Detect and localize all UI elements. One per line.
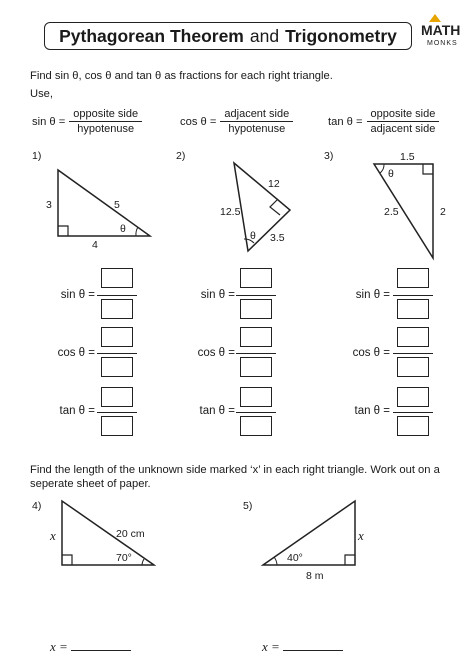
triangle-5-base: 8 m xyxy=(306,570,324,582)
p2-cos-numerator-box[interactable] xyxy=(240,327,272,347)
p1-sin-bar xyxy=(97,295,137,296)
triangle-4-angle: 70° xyxy=(116,552,132,564)
p3-cos-denominator-box[interactable] xyxy=(397,357,429,377)
triangle-3-angle: θ xyxy=(388,168,394,180)
formula-cos-den: hypotenuse xyxy=(228,123,286,135)
p2-sin-numerator-box[interactable] xyxy=(240,268,272,288)
p3-sin-denominator-box[interactable] xyxy=(397,299,429,319)
triangle-1-angle: θ xyxy=(120,223,126,235)
answer-5-prefix: x = xyxy=(262,639,280,654)
p3-tan-denominator-box[interactable] xyxy=(397,416,429,436)
triangle-2-side-b: 12.5 xyxy=(220,206,241,218)
problem-4-number: 4) xyxy=(32,500,42,512)
triangle-3 xyxy=(360,155,450,265)
p3-sin-bar xyxy=(393,295,433,296)
triangle-5-x: x xyxy=(358,528,364,543)
p1-tan-numerator-box[interactable] xyxy=(101,387,133,407)
title-mid: and xyxy=(249,25,280,46)
p2-tan-label: tan θ = xyxy=(199,405,235,417)
p1-cos-denominator-box[interactable] xyxy=(101,357,133,377)
p1-sin-numerator-box[interactable] xyxy=(101,268,133,288)
triangle-5-angle: 40° xyxy=(287,552,303,564)
answer-4-prefix: x = xyxy=(50,639,68,654)
p3-cos-numerator-box[interactable] xyxy=(397,327,429,347)
formula-cos-lhs: cos θ = xyxy=(180,115,217,128)
math-monks-logo xyxy=(421,12,465,52)
formula-cos-num: adjacent side xyxy=(220,108,293,122)
formula-sin xyxy=(32,108,142,135)
p1-cos-numerator-box[interactable] xyxy=(101,327,133,347)
p3-sin-numerator-box[interactable] xyxy=(397,268,429,288)
p3-sin-label: sin θ = xyxy=(355,289,390,301)
instructions-line1: Find sin θ, cos θ and tan θ as fractions for each right triangle. xyxy=(30,70,333,82)
formula-tan-lhs: tan θ = xyxy=(328,115,363,128)
p2-tan-bar xyxy=(236,412,276,413)
triangle-3-side-a: 1.5 xyxy=(400,151,415,163)
p2-cos-denominator-box[interactable] xyxy=(240,357,272,377)
p1-tan-bar xyxy=(97,412,137,413)
triangle-1-side-b: 5 xyxy=(114,199,120,211)
p2-cos-bar xyxy=(236,353,276,354)
triangle-1 xyxy=(40,160,160,250)
p3-tan-label: tan θ = xyxy=(354,405,390,417)
worksheet-title xyxy=(44,22,412,50)
problem-3-number: 3) xyxy=(324,150,334,162)
p2-sin-denominator-box[interactable] xyxy=(240,299,272,319)
problem-1-number: 1) xyxy=(32,150,42,162)
answer-4-input[interactable] xyxy=(71,638,131,651)
title-part1: Pythagorean Theorem xyxy=(59,25,244,46)
answer-4 xyxy=(50,638,131,655)
triangle-3-side-c: 2 xyxy=(440,206,446,218)
triangle-3-side-b: 2.5 xyxy=(384,206,399,218)
triangle-2-side-a: 12 xyxy=(268,178,280,190)
triangle-5 xyxy=(255,495,365,575)
p3-cos-label: cos θ = xyxy=(352,347,390,359)
formula-cos xyxy=(180,108,293,135)
p3-tan-numerator-box[interactable] xyxy=(397,387,429,407)
triangle-4-x: x xyxy=(50,528,56,543)
logo-main: MATH xyxy=(421,22,461,38)
p1-cos-bar xyxy=(97,353,137,354)
triangle-1-side-a: 3 xyxy=(46,199,52,211)
triangle-2-side-c: 3.5 xyxy=(270,232,285,244)
p1-sin-denominator-box[interactable] xyxy=(101,299,133,319)
p2-cos-label: cos θ = xyxy=(197,347,235,359)
answer-5 xyxy=(262,638,343,655)
p3-tan-bar xyxy=(393,412,433,413)
p2-sin-bar xyxy=(236,295,276,296)
formula-tan xyxy=(328,108,439,135)
formula-tan-num: opposite side xyxy=(367,108,440,122)
triangle-4 xyxy=(50,495,170,575)
formula-sin-lhs: sin θ = xyxy=(32,115,66,128)
triangle-2-angle: θ xyxy=(250,230,256,242)
formula-sin-den: hypotenuse xyxy=(77,123,135,135)
p1-sin-label: sin θ = xyxy=(60,289,95,301)
triangle-4-hypotenuse: 20 cm xyxy=(116,528,145,540)
p2-tan-numerator-box[interactable] xyxy=(240,387,272,407)
triangle-1-side-c: 4 xyxy=(92,239,98,251)
formula-sin-num: opposite side xyxy=(69,108,142,122)
part2-instructions-line2: seperate sheet of paper. xyxy=(30,478,151,490)
p1-cos-label: cos θ = xyxy=(57,347,95,359)
instructions-line2: Use, xyxy=(30,88,54,100)
logo-sub: MONKS xyxy=(427,40,458,47)
p2-tan-denominator-box[interactable] xyxy=(240,416,272,436)
problem-2-number: 2) xyxy=(176,150,186,162)
formula-tan-den: adjacent side xyxy=(370,123,436,135)
p1-tan-label: tan θ = xyxy=(59,405,95,417)
p2-sin-label: sin θ = xyxy=(200,289,235,301)
title-part2: Trigonometry xyxy=(285,25,397,46)
p1-tan-denominator-box[interactable] xyxy=(101,416,133,436)
part2-instructions-line1: Find the length of the unknown side marked ‘x’ in each right triangle. Work out on a xyxy=(30,464,440,476)
answer-5-input[interactable] xyxy=(283,638,343,651)
p3-cos-bar xyxy=(393,353,433,354)
problem-5-number: 5) xyxy=(243,500,253,512)
